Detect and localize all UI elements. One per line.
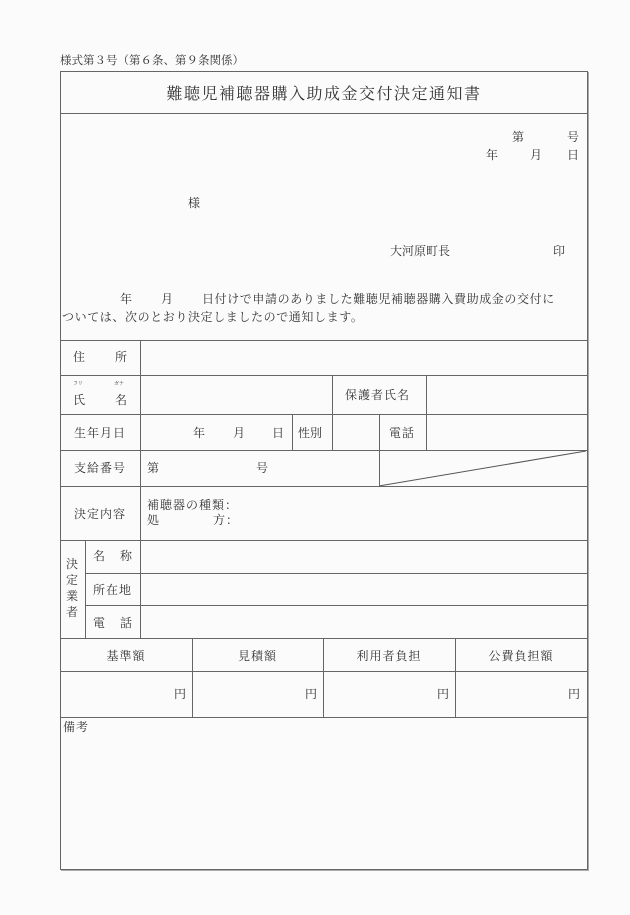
form-number: 様式第３号（第６条、第９条関係） [60, 53, 244, 67]
remarks-field[interactable] [61, 735, 586, 867]
name-label-2: 名 [115, 393, 128, 407]
diagonal-strike-line [379, 450, 587, 487]
divider [60, 113, 587, 114]
date-month: 月 [530, 148, 543, 162]
amount-header-user-burden: 利用者負担 [356, 649, 422, 663]
sex-field[interactable] [333, 415, 379, 450]
name-label-1: 氏 [73, 393, 86, 407]
date-year: 年 [486, 148, 499, 162]
sex-label: 性別 [298, 426, 323, 440]
payment-number-field[interactable] [141, 451, 379, 486]
body-text-line2: ついては、次のとおり決定しましたので通知します。 [62, 310, 364, 324]
vendor-location-field[interactable] [141, 574, 586, 605]
phone-field[interactable] [427, 415, 586, 450]
birth-day: 日 [272, 426, 285, 440]
vendor-group-label [66, 556, 80, 620]
body-year: 年 [120, 292, 133, 306]
address-label-1: 住 [73, 350, 86, 364]
birthdate-field[interactable] [141, 415, 292, 450]
decision-field[interactable] [245, 487, 586, 540]
furigana-label-2: ガナ [114, 381, 125, 387]
document-number-prefix: 第 [512, 130, 525, 144]
amount-user-burden-field[interactable] [324, 672, 455, 717]
payment-number-suffix: 号 [256, 461, 269, 475]
decision-label: 決定内容 [74, 507, 127, 521]
amount-unit-user-burden: 円 [437, 687, 450, 701]
birth-month: 月 [233, 426, 246, 440]
amount-unit-public-burden: 円 [568, 687, 581, 701]
hearing-aid-type-label: 補聴器の種類： [147, 498, 239, 512]
amount-header-public-burden: 公費負担額 [488, 649, 554, 663]
prescription-label-2: 方： [213, 513, 240, 527]
vendor-phone-label-2: 話 [120, 616, 133, 630]
amount-header-estimate: 見積額 [237, 649, 277, 663]
remarks-label: 備考 [63, 720, 90, 734]
divider [60, 717, 587, 718]
amount-estimate-field[interactable] [193, 672, 323, 717]
vendor-group-char: 者 [66, 605, 79, 619]
body-text-line1: 日付けで申請のありました難聴児補聴器購入費助成金の交付に [202, 292, 555, 306]
vendor-name-field[interactable] [141, 541, 586, 573]
vendor-phone-label-1: 電 [93, 616, 106, 630]
guardian-name-field[interactable] [427, 376, 586, 414]
amount-standard-field[interactable] [61, 672, 192, 717]
amount-public-burden-field[interactable] [456, 672, 586, 717]
vendor-name-label-1: 名 [93, 549, 106, 563]
document-number-suffix: 号 [567, 130, 580, 144]
payment-number-label: 支給番号 [74, 461, 127, 475]
vendor-phone-field[interactable] [141, 606, 586, 638]
document-title: 難聴児補聴器購入助成金交付決定通知書 [166, 84, 482, 103]
divider [85, 540, 86, 638]
address-label-2: 所 [115, 350, 128, 364]
amount-unit-estimate: 円 [305, 687, 318, 701]
amount-header-standard: 基準額 [106, 649, 146, 663]
child-name-field[interactable] [141, 376, 332, 414]
body-month: 月 [161, 292, 174, 306]
payment-number-prefix: 第 [147, 461, 160, 475]
guardian-name-label: 保護者氏名 [345, 388, 411, 402]
birthdate-label: 生年月日 [74, 426, 127, 440]
prescription-label-1: 処 [147, 513, 160, 527]
vendor-group-char: 決 [66, 557, 79, 571]
divider [292, 414, 293, 450]
birth-year: 年 [193, 426, 206, 440]
furigana-label-1: フリ [73, 381, 83, 387]
address-field[interactable] [141, 341, 586, 375]
vendor-location-label: 所在地 [93, 583, 133, 597]
seal-mark: 印 [553, 244, 566, 258]
vendor-group-char: 定 [66, 573, 79, 587]
vendor-group-char: 業 [66, 589, 79, 603]
addressee-suffix: 様 [188, 196, 201, 210]
date-day: 日 [567, 148, 580, 162]
amount-unit-standard: 円 [174, 687, 187, 701]
phone-label: 電話 [389, 426, 416, 440]
issuer-name: 大河原町長 [390, 244, 451, 258]
vendor-name-label-2: 称 [120, 549, 133, 563]
